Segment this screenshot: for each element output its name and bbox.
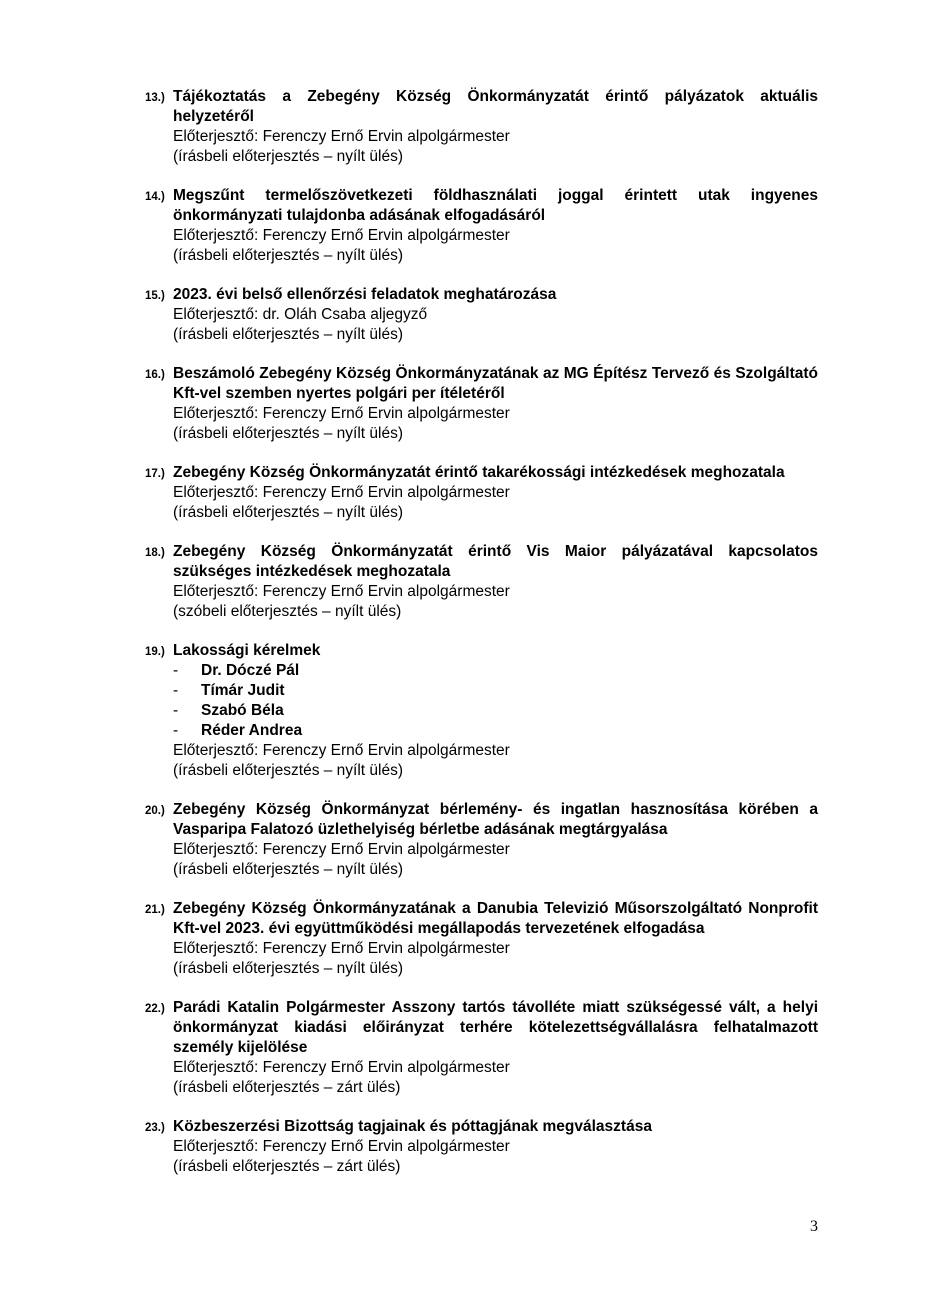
item-title: Tájékoztatás a Zebegény Község Önkormányzatát érintő pályázatok aktuális helyzetéről bbox=[173, 88, 818, 125]
item-presenter: Előterjesztő: Ferenczy Ernő Ervin alpolgármester bbox=[173, 227, 510, 244]
applicant-list bbox=[173, 661, 818, 741]
item-session-type: (írásbeli előterjesztés – nyílt ülés) bbox=[173, 762, 404, 779]
list-dash: - bbox=[173, 722, 179, 739]
item-number: 23.) bbox=[145, 1122, 165, 1134]
list-dash: - bbox=[173, 682, 179, 699]
item-number: 14.) bbox=[145, 191, 165, 203]
page-number: 3 bbox=[810, 1218, 818, 1235]
item-title: Parádi Katalin Polgármester Asszony tartós távolléte miatt szükségessé vált, a helyi önkormányzat kiadási előirányzat terhére kötelezettségvállalásra felhatalmazott személy kijelölése bbox=[173, 999, 818, 1056]
item-title: Zebegény Község Önkormányzat bérlemény- és ingatlan hasznosítása körében a Vasparipa Falatozó üzlethelyiség bérletbe adásának megtárgyalása bbox=[173, 801, 818, 838]
item-number: 13.) bbox=[145, 92, 165, 104]
applicant-list-item bbox=[173, 721, 818, 741]
agenda-item-13 bbox=[145, 87, 818, 167]
applicant-name: Szabó Béla bbox=[201, 702, 284, 719]
applicant-name: Dr. Dóczé Pál bbox=[201, 662, 300, 679]
item-title: Lakossági kérelmek bbox=[173, 642, 321, 659]
item-title: Közbeszerzési Bizottság tagjainak és póttagjának megválasztása bbox=[173, 1118, 652, 1135]
list-dash: - bbox=[173, 662, 179, 679]
list-dash: - bbox=[173, 702, 179, 719]
item-number: 18.) bbox=[145, 547, 165, 559]
agenda-item-15 bbox=[145, 285, 818, 345]
agenda-list bbox=[145, 87, 818, 1196]
item-title: Zebegény Község Önkormányzatát érintő Vis Maior pályázatával kapcsolatos szükséges intézkedések meghozatala bbox=[173, 543, 818, 580]
item-presenter: Előterjesztő: Ferenczy Ernő Ervin alpolgármester bbox=[173, 1138, 510, 1155]
item-presenter: Előterjesztő: Ferenczy Ernő Ervin alpolgármester bbox=[173, 742, 510, 759]
item-presenter: Előterjesztő: Ferenczy Ernő Ervin alpolgármester bbox=[173, 841, 510, 858]
item-title: Megszűnt termelőszövetkezeti földhasználati joggal érintett utak ingyenes önkormányzati tulajdonba adásának elfogadásáról bbox=[173, 187, 818, 224]
item-title: Zebegény Község Önkormányzatát érintő takarékossági intézkedések meghozatala bbox=[173, 464, 785, 481]
applicant-list-item bbox=[173, 661, 818, 681]
item-presenter: Előterjesztő: Ferenczy Ernő Ervin alpolgármester bbox=[173, 583, 510, 600]
item-session-type: (írásbeli előterjesztés – nyílt ülés) bbox=[173, 326, 404, 343]
item-number: 22.) bbox=[145, 1003, 165, 1015]
item-presenter: Előterjesztő: Ferenczy Ernő Ervin alpolgármester bbox=[173, 128, 510, 145]
item-session-type: (írásbeli előterjesztés – nyílt ülés) bbox=[173, 425, 404, 442]
item-presenter: Előterjesztő: dr. Oláh Csaba aljegyző bbox=[173, 306, 428, 323]
agenda-item-16 bbox=[145, 364, 818, 444]
agenda-item-19 bbox=[145, 641, 818, 781]
item-number: 15.) bbox=[145, 290, 165, 302]
item-title: Beszámoló Zebegény Község Önkormányzatának az MG Építész Tervező és Szolgáltató Kft-vel szemben nyertes polgári per ítéletéről bbox=[173, 365, 818, 402]
item-number: 17.) bbox=[145, 468, 165, 480]
item-presenter: Előterjesztő: Ferenczy Ernő Ervin alpolgármester bbox=[173, 1059, 510, 1076]
item-session-type: (írásbeli előterjesztés – zárt ülés) bbox=[173, 1079, 401, 1096]
item-session-type: (írásbeli előterjesztés – nyílt ülés) bbox=[173, 148, 404, 165]
agenda-item-17 bbox=[145, 463, 818, 523]
agenda-item-21 bbox=[145, 899, 818, 979]
item-session-type: (írásbeli előterjesztés – nyílt ülés) bbox=[173, 504, 404, 521]
item-session-type: (írásbeli előterjesztés – zárt ülés) bbox=[173, 1158, 401, 1175]
agenda-item-18 bbox=[145, 542, 818, 622]
item-title: 2023. évi belső ellenőrzési feladatok meghatározása bbox=[173, 286, 557, 303]
applicant-list-item bbox=[173, 701, 818, 721]
applicant-name: Réder Andrea bbox=[201, 722, 303, 739]
agenda-item-22 bbox=[145, 998, 818, 1098]
item-session-type: (írásbeli előterjesztés – nyílt ülés) bbox=[173, 960, 404, 977]
item-number: 19.) bbox=[145, 646, 165, 658]
item-session-type: (írásbeli előterjesztés – nyílt ülés) bbox=[173, 247, 404, 264]
applicant-name: Tímár Judit bbox=[201, 682, 285, 699]
item-presenter: Előterjesztő: Ferenczy Ernő Ervin alpolgármester bbox=[173, 484, 510, 501]
agenda-item-14 bbox=[145, 186, 818, 266]
item-title: Zebegény Község Önkormányzatának a Danubia Televizió Műsorszolgáltató Nonprofit Kft-vel 2023. évi együttműködési megállapodás tervezetének elfogadása bbox=[173, 900, 818, 937]
item-number: 20.) bbox=[145, 805, 165, 817]
applicant-list-item bbox=[173, 681, 818, 701]
agenda-item-23 bbox=[145, 1117, 818, 1177]
item-presenter: Előterjesztő: Ferenczy Ernő Ervin alpolgármester bbox=[173, 940, 510, 957]
item-number: 16.) bbox=[145, 369, 165, 381]
item-session-type: (szóbeli előterjesztés – nyílt ülés) bbox=[173, 603, 402, 620]
item-session-type: (írásbeli előterjesztés – nyílt ülés) bbox=[173, 861, 404, 878]
item-number: 21.) bbox=[145, 904, 165, 916]
agenda-item-20 bbox=[145, 800, 818, 880]
item-presenter: Előterjesztő: Ferenczy Ernő Ervin alpolgármester bbox=[173, 405, 510, 422]
